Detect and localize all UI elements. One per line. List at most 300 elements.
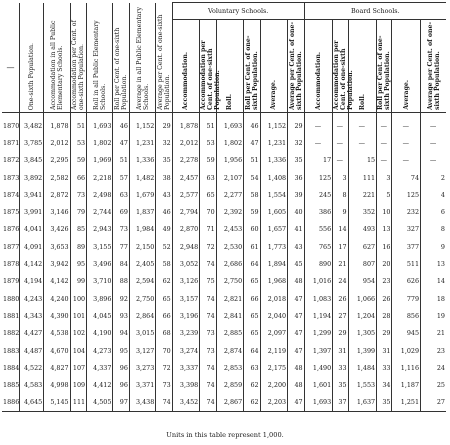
table-cell: 2,686 xyxy=(216,255,243,272)
table-cell: 2,864 xyxy=(129,307,155,324)
table-cell: 2,218 xyxy=(87,169,113,186)
table-cell: 2,948 xyxy=(172,238,199,255)
table-cell: 51 xyxy=(200,113,216,135)
table-cell: 1,554 xyxy=(260,186,287,203)
table-cell: 3,892 xyxy=(20,169,44,186)
table-cell: 66 xyxy=(156,307,172,324)
table-cell: 1,016 xyxy=(304,273,333,290)
table-cell: 5 xyxy=(377,186,392,203)
table-cell: 31 xyxy=(333,342,348,359)
table-cell: 2,018 xyxy=(260,290,287,307)
table-cell: 3,146 xyxy=(44,203,70,220)
table-cell: 2,012 xyxy=(44,134,70,151)
table-cell: 32 xyxy=(288,134,305,151)
year-cell: 1885 xyxy=(3,381,20,390)
table-cell: — xyxy=(377,113,392,135)
table-cell: 31 xyxy=(377,342,392,359)
table-cell: 1,484 xyxy=(348,359,377,376)
table-cell: 4,538 xyxy=(44,325,70,342)
header-vol-roll-pct: Roll per Cent. of one-sixth Population. xyxy=(244,20,260,113)
table-cell: 221 xyxy=(348,186,377,203)
table-cell: 945 xyxy=(392,325,421,342)
table-cell: 4,645 xyxy=(20,394,44,412)
table-cell: 2,872 xyxy=(44,186,70,203)
table-cell: 1,894 xyxy=(260,255,287,272)
table-cell: 33 xyxy=(333,359,348,376)
table-cell: 4,827 xyxy=(44,359,70,376)
table-cell: 23 xyxy=(377,273,392,290)
table-cell: 3,845 xyxy=(20,152,44,169)
table-cell: — xyxy=(421,113,446,135)
table-cell: 4,194 xyxy=(20,273,44,290)
table-cell: 1,802 xyxy=(87,134,113,151)
table-cell: 48 xyxy=(288,359,305,376)
table-cell: 377 xyxy=(392,238,421,255)
header-board-accommodation: Accommodation. xyxy=(304,20,333,113)
table-cell: 25 xyxy=(421,376,446,393)
table-cell: 43 xyxy=(156,186,172,203)
table-cell: 8 xyxy=(421,221,446,238)
table-cell: 48 xyxy=(288,273,305,290)
table-cell: 1,969 xyxy=(87,152,113,169)
year-cell: 1884 xyxy=(3,363,20,372)
table-cell: 1,116 xyxy=(392,359,421,376)
table-cell: 59 xyxy=(244,203,260,220)
header-vol-roll: Roll. xyxy=(216,20,243,113)
table-cell: 72 xyxy=(200,238,216,255)
table-cell: 17 xyxy=(304,152,333,169)
table-cell: 53 xyxy=(200,134,216,151)
table-cell: 111 xyxy=(348,169,377,186)
table-cell: 34 xyxy=(377,376,392,393)
header-voluntary-group: Voluntary Schools. xyxy=(172,3,304,20)
table-cell: 1,399 xyxy=(348,342,377,359)
table-cell: 35 xyxy=(288,152,305,169)
table-cell: 73 xyxy=(156,376,172,393)
year-cell: 1880 xyxy=(3,294,20,303)
table-cell: 2,885 xyxy=(216,325,243,342)
table-cell: 29 xyxy=(156,113,172,135)
table-cell: 3,941 xyxy=(20,186,44,203)
table-cell: 2,175 xyxy=(260,359,287,376)
table-cell: 89 xyxy=(70,238,86,255)
table-cell: 3,126 xyxy=(172,273,199,290)
table-cell: 62 xyxy=(244,394,260,412)
table-row xyxy=(2,273,446,290)
table-cell: 3,426 xyxy=(44,221,70,238)
table-cell: 2,012 xyxy=(172,134,199,151)
table-cell: 47 xyxy=(288,342,305,359)
table-cell: 46 xyxy=(156,203,172,220)
table-cell: 3 xyxy=(377,169,392,186)
year-cell: 1870 xyxy=(3,121,20,130)
table-cell: 65 xyxy=(244,325,260,342)
table-cell: 4,337 xyxy=(87,359,113,376)
table-cell: 2,577 xyxy=(172,186,199,203)
table-cell: — xyxy=(348,134,377,151)
header-board-roll-pct: Roll per Cent. of one-sixth Population. xyxy=(377,20,392,113)
table-cell: 4 xyxy=(421,186,446,203)
table-row xyxy=(2,186,446,203)
table-cell: 47 xyxy=(244,134,260,151)
table-cell: 23 xyxy=(421,342,446,359)
table-cell: 807 xyxy=(348,255,377,272)
table-cell: 15 xyxy=(348,152,377,169)
year-cell: 1871 xyxy=(3,138,20,147)
table-row xyxy=(2,307,446,324)
table-cell: 43 xyxy=(288,238,305,255)
table-cell: 1,878 xyxy=(172,113,199,135)
table-cell: 64 xyxy=(244,255,260,272)
table-cell: 2,457 xyxy=(172,169,199,186)
table-cell: 2,750 xyxy=(129,290,155,307)
table-cell: 4,142 xyxy=(44,273,70,290)
table-cell: 46 xyxy=(244,113,260,135)
table-row xyxy=(2,221,446,238)
table-cell: 53 xyxy=(70,134,86,151)
table-cell: 511 xyxy=(392,255,421,272)
table-cell: 3,710 xyxy=(87,273,113,290)
table-cell: 33 xyxy=(377,359,392,376)
table-cell: 54 xyxy=(244,169,260,186)
table-cell: 4,670 xyxy=(44,342,70,359)
table-cell: 47 xyxy=(113,134,129,151)
table-cell: 890 xyxy=(304,255,333,272)
table-cell: 93 xyxy=(113,307,129,324)
table-cell: 63 xyxy=(200,169,216,186)
header-all-accommodation: Accommodation in all Public Elementary Schools. xyxy=(44,3,70,113)
table-cell: 84 xyxy=(113,255,129,272)
table-cell: 1,773 xyxy=(260,238,287,255)
table-cell: 2,874 xyxy=(216,342,243,359)
table-cell: 35 xyxy=(377,394,392,412)
table-cell: 1,336 xyxy=(260,152,287,169)
header-population: One-sixth Population. xyxy=(20,3,44,113)
table-cell: — xyxy=(304,134,333,151)
table-row xyxy=(2,394,446,412)
table-cell: 1,194 xyxy=(304,307,333,324)
table-row xyxy=(2,325,446,342)
table-cell: 49 xyxy=(156,221,172,238)
table-cell: 4,190 xyxy=(87,325,113,342)
table-cell: 1,490 xyxy=(304,359,333,376)
table-cell: 4,343 xyxy=(20,307,44,324)
table-cell: 1,637 xyxy=(348,394,377,412)
table-cell: 13 xyxy=(421,255,446,272)
table-cell: 493 xyxy=(348,221,377,238)
table-cell: 2,594 xyxy=(129,273,155,290)
table-cell: 51 xyxy=(244,152,260,169)
table-row xyxy=(2,169,446,186)
table-cell: 29 xyxy=(377,325,392,342)
table-cell: 4,045 xyxy=(87,307,113,324)
table-cell: 2,841 xyxy=(216,307,243,324)
table-cell: 1,083 xyxy=(304,290,333,307)
table-cell: 1,397 xyxy=(304,342,333,359)
table-cell: 47 xyxy=(288,307,305,324)
table-cell: 73 xyxy=(70,186,86,203)
table-cell: 109 xyxy=(70,376,86,393)
table-cell: 61 xyxy=(244,238,260,255)
table-row xyxy=(2,238,446,255)
table-cell: 57 xyxy=(113,169,129,186)
table-cell: 3 xyxy=(333,169,348,186)
table-cell: 1,878 xyxy=(44,113,70,135)
header-board-group: Board Schools. xyxy=(304,3,446,20)
year-cell: 1879 xyxy=(3,277,20,286)
table-cell: 4,041 xyxy=(20,221,44,238)
year-cell: 1874 xyxy=(3,190,20,199)
table-cell: 4,243 xyxy=(20,290,44,307)
table-cell: 1,693 xyxy=(304,394,333,412)
table-cell: 20 xyxy=(377,255,392,272)
table-cell: 74 xyxy=(156,394,172,412)
table-cell: — xyxy=(333,113,348,135)
table-cell: 1,231 xyxy=(260,134,287,151)
table-cell: 74 xyxy=(392,169,421,186)
table-cell: 17 xyxy=(333,238,348,255)
year-cell: 1875 xyxy=(3,208,20,217)
table-cell: 73 xyxy=(200,325,216,342)
table-cell: 3,127 xyxy=(129,342,155,359)
table-cell: 27 xyxy=(421,394,446,412)
table-cell: 1,802 xyxy=(216,134,243,151)
table-cell: — xyxy=(348,113,377,135)
table-cell: — xyxy=(392,134,421,151)
table-cell: 954 xyxy=(348,273,377,290)
table-cell: 96 xyxy=(113,359,129,376)
header-all-roll: Roll in all Public Elementary Schools. xyxy=(87,3,113,113)
table-cell: 1,553 xyxy=(348,376,377,393)
table-cell: 21 xyxy=(333,255,348,272)
table-cell: 3,496 xyxy=(87,255,113,272)
table-cell: 556 xyxy=(304,221,333,238)
table-cell: 4,091 xyxy=(20,238,44,255)
table-cell: — xyxy=(421,152,446,169)
table-cell: 47 xyxy=(288,325,305,342)
table-row xyxy=(2,134,446,151)
table-cell: 77 xyxy=(113,238,129,255)
table-cell: 1,693 xyxy=(216,113,243,135)
table-cell: 1,482 xyxy=(129,169,155,186)
year-cell: 1886 xyxy=(2,394,20,412)
table-cell: 95 xyxy=(113,342,129,359)
table-cell: 85 xyxy=(70,221,86,238)
table-cell: 62 xyxy=(156,273,172,290)
table-cell: — xyxy=(333,152,348,169)
header-all-accom-pct: Accommodation per Cent. of one-sixth Population. xyxy=(70,3,86,113)
table-cell: 3,991 xyxy=(20,203,44,220)
table-cell: 2,750 xyxy=(216,273,243,290)
table-cell: 8 xyxy=(333,186,348,203)
table-cell: 63 xyxy=(244,359,260,376)
header-all-roll-pct: Roll per Cent. of one-sixth Population. xyxy=(113,3,129,113)
table-cell: 1,251 xyxy=(392,394,421,412)
table-cell: 1,305 xyxy=(348,325,377,342)
table-cell: 125 xyxy=(304,169,333,186)
table-cell: 74 xyxy=(200,290,216,307)
table-cell: 1,956 xyxy=(216,152,243,169)
table-cell: 10 xyxy=(377,203,392,220)
table-cell: 386 xyxy=(304,203,333,220)
table-cell: 352 xyxy=(348,203,377,220)
table-cell: 3,398 xyxy=(172,376,199,393)
table-cell: 32 xyxy=(156,134,172,151)
table-cell: 96 xyxy=(113,376,129,393)
table-cell: 626 xyxy=(392,273,421,290)
table-cell: 1,029 xyxy=(392,342,421,359)
table-cell: — xyxy=(421,134,446,151)
table-cell: 36 xyxy=(288,169,305,186)
table-cell: 2,859 xyxy=(216,376,243,393)
table-cell: 2,498 xyxy=(87,186,113,203)
table-cell: 3,942 xyxy=(44,255,70,272)
table-cell: 3,274 xyxy=(172,342,199,359)
table-cell: 1,837 xyxy=(129,203,155,220)
table-cell: 26 xyxy=(333,290,348,307)
table-cell: 79 xyxy=(70,203,86,220)
header-board-roll: Roll. xyxy=(348,20,377,113)
table-cell: 18 xyxy=(421,290,446,307)
table-cell: 3,157 xyxy=(172,290,199,307)
table-cell: 4,427 xyxy=(20,325,44,342)
table-cell: — xyxy=(333,134,348,151)
table-cell: 24 xyxy=(421,359,446,376)
table-cell: 4,998 xyxy=(44,376,70,393)
table-cell: 65 xyxy=(156,290,172,307)
table-cell: 2,453 xyxy=(216,221,243,238)
table-cell: 69 xyxy=(113,203,129,220)
table-cell: 856 xyxy=(392,307,421,324)
table-cell: 29 xyxy=(288,113,305,135)
header-board-avg-pct: Average per Cent. of one-sixth Population. xyxy=(421,20,446,113)
table-cell: 97 xyxy=(113,394,129,412)
table-cell: 70 xyxy=(200,203,216,220)
table-cell: 1,605 xyxy=(260,203,287,220)
table-cell: 74 xyxy=(200,359,216,376)
table-cell: 3,337 xyxy=(172,359,199,376)
table-cell: 4,487 xyxy=(20,342,44,359)
table-cell: 3,052 xyxy=(172,255,199,272)
table-cell: 47 xyxy=(288,394,305,412)
table-cell: 102 xyxy=(70,325,86,342)
table-cell: 2,119 xyxy=(260,342,287,359)
table-cell: 59 xyxy=(70,152,86,169)
table-cell: 3,015 xyxy=(129,325,155,342)
table-cell: 1,204 xyxy=(348,307,377,324)
table-cell: 1,693 xyxy=(87,113,113,135)
table-cell: 16 xyxy=(377,238,392,255)
table-cell: 4,390 xyxy=(44,307,70,324)
table-cell: 39 xyxy=(288,186,305,203)
table-cell: 2,867 xyxy=(216,394,243,412)
table-cell: 2,392 xyxy=(216,203,243,220)
table-cell: 2,943 xyxy=(87,221,113,238)
year-cell: 1882 xyxy=(3,329,20,338)
table-cell: 232 xyxy=(392,203,421,220)
table-cell: 65 xyxy=(200,186,216,203)
table-row xyxy=(2,342,446,359)
table-cell: 72 xyxy=(156,359,172,376)
table-row xyxy=(2,203,446,220)
table-cell: 2,582 xyxy=(44,169,70,186)
table-cell: 4,240 xyxy=(44,290,70,307)
table-cell: 73 xyxy=(113,221,129,238)
table-row xyxy=(2,113,446,135)
table-cell: 100 xyxy=(70,290,86,307)
table-cell: 65 xyxy=(244,307,260,324)
table-footnote: Units in this table represent 1,000. xyxy=(166,431,284,439)
table-cell: 5,145 xyxy=(44,394,70,412)
table-cell: 26 xyxy=(377,290,392,307)
table-cell: 88 xyxy=(113,273,129,290)
table-cell: 1,152 xyxy=(260,113,287,135)
table-cell: 45 xyxy=(288,255,305,272)
table-cell: 1,336 xyxy=(129,152,155,169)
table-cell: 21 xyxy=(421,325,446,342)
statistics-table xyxy=(2,2,446,412)
table-cell: 99 xyxy=(70,273,86,290)
table-cell: 2,200 xyxy=(260,376,287,393)
table-cell: 9 xyxy=(333,203,348,220)
table-cell: 3,452 xyxy=(172,394,199,412)
table-cell: 58 xyxy=(156,255,172,272)
table-cell: 70 xyxy=(156,342,172,359)
table-cell: 51 xyxy=(113,152,129,169)
table-cell: 71 xyxy=(200,221,216,238)
table-cell: 2,295 xyxy=(44,152,70,169)
table-cell: 40 xyxy=(288,203,305,220)
table-cell: 2,744 xyxy=(87,203,113,220)
table-cell: 74 xyxy=(200,307,216,324)
header-vol-accom-pct: Accommodation per Cent. of one-sixth Population. xyxy=(200,20,216,113)
table-cell: 2 xyxy=(421,169,446,186)
table-cell: 46 xyxy=(113,113,129,135)
table-cell: 3,196 xyxy=(172,307,199,324)
table-cell: 1,984 xyxy=(129,221,155,238)
table-cell: 2,107 xyxy=(216,169,243,186)
year-cell: 1881 xyxy=(3,311,20,320)
table-cell: 1,187 xyxy=(392,376,421,393)
table-cell: 74 xyxy=(200,255,216,272)
year-cell: 1877 xyxy=(3,242,20,251)
header-board-accom-pct: Accommodation per Cent. of one-sixth Population. xyxy=(333,20,348,113)
table-cell: 94 xyxy=(113,325,129,342)
table-cell: 779 xyxy=(392,290,421,307)
header-board-average: Average. xyxy=(392,20,421,113)
table-body xyxy=(2,113,446,412)
table-cell: 66 xyxy=(70,169,86,186)
table-cell: 2,870 xyxy=(172,221,199,238)
table-cell: 2,794 xyxy=(172,203,199,220)
table-cell: 3,371 xyxy=(129,376,155,393)
table-cell: 3,155 xyxy=(87,238,113,255)
table-cell: 2,405 xyxy=(129,255,155,272)
table-cell: 95 xyxy=(70,255,86,272)
table-cell: 111 xyxy=(70,394,86,412)
table-cell: — xyxy=(377,152,392,169)
table-cell: 2,040 xyxy=(260,307,287,324)
table-row xyxy=(2,376,446,393)
table-cell: 75 xyxy=(200,273,216,290)
table-cell: 3,482 xyxy=(20,113,44,135)
table-cell: 2,277 xyxy=(216,186,243,203)
table-cell: 3,896 xyxy=(87,290,113,307)
table-cell: 2,150 xyxy=(129,238,155,255)
table-cell: 327 xyxy=(392,221,421,238)
table-cell: 62 xyxy=(244,376,260,393)
table-cell: 51 xyxy=(70,113,86,135)
